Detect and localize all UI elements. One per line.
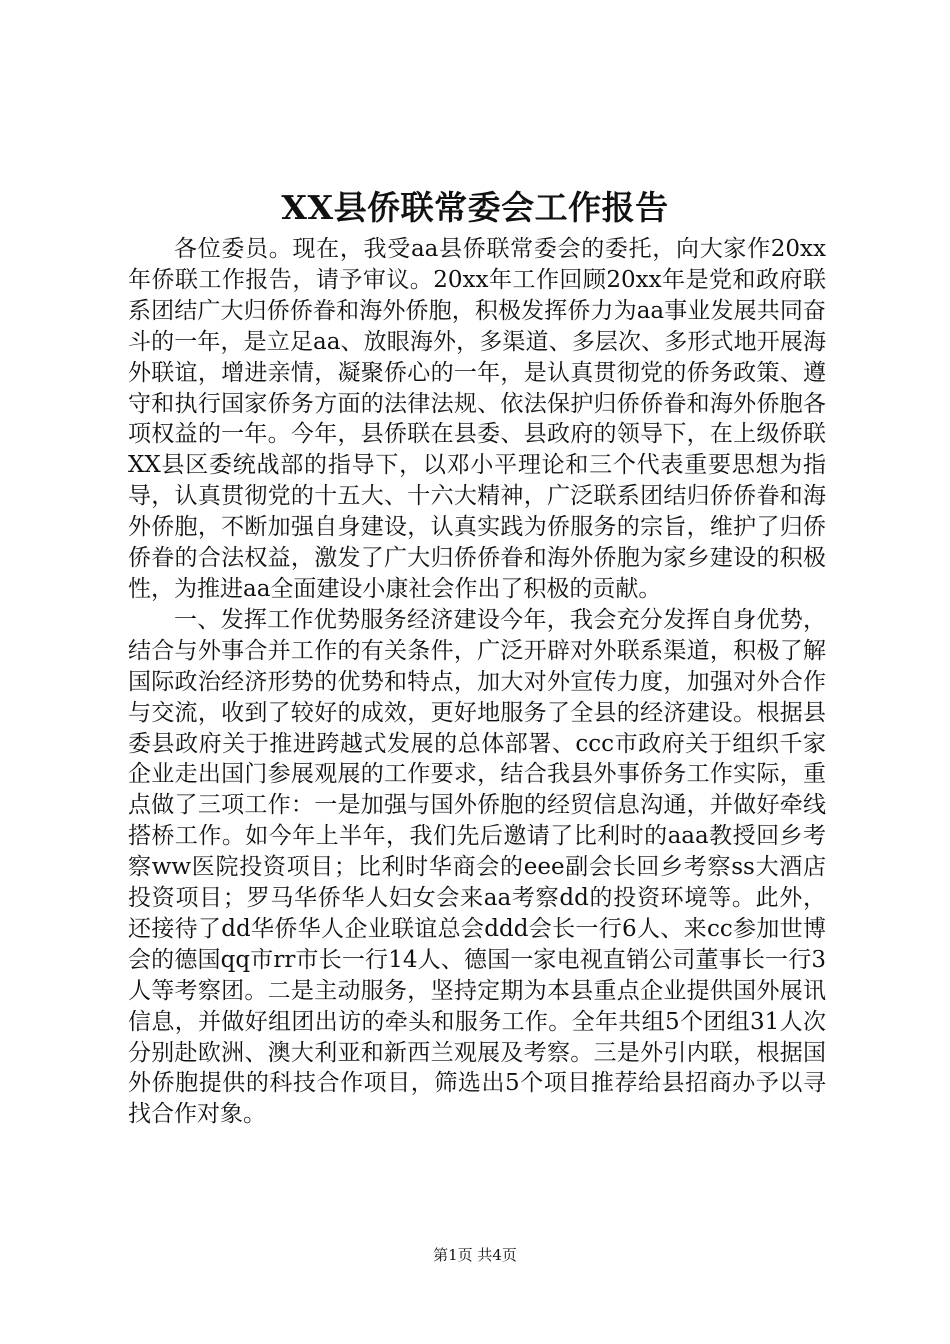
document-title: XX县侨联常委会工作报告 [281, 188, 669, 227]
paragraph-section-one: 一、发挥工作优势服务经济建设今年，我会充分发挥自身优势，结合与外事合并工作的有关条件，广泛开辟对外联系渠道，积极了解国际政治经济形势的优势和特点，加大对外宣传力度，加强对外合作与交流，收到了较好的成效，更好地服务了全县的经济建设。根据县委县政府关于推进跨越式发展的总体部署、ccc市政府关于组织千家企业走出国门参展观展的工作要求，结合我县外事侨务工作实际，重点做了三项工作：一是加强与国外侨胞的经贸信息沟通，并做好牵线搭桥工作。如今年上半年，我们先后邀请了比利时的aaa教授回乡考察ww医院投资项目；比利时华商会的eee副会长回乡考察ss大酒店投资项目；罗马华侨华人妇女会来aa考察dd的投资环境等。此外，还接待了dd华侨华人企业联谊总会ddd会长一行6人、来cc参加世博会的德国qq市rr市长一行14人、德国一家电视直销公司董事长一行3人等考察团。二是主动服务，坚持定期为本县重点企业提供国外展讯信息，并做好组团出访的牵头和服务工作。全年共组5个团组31人次分别赴欧洲、澳大利亚和新西兰观展及考察。三是外引内联，根据国外侨胞提供的科技合作项目，筛选出5个项目推荐给县招商办予以寻找合作对象。 [128, 606, 826, 1128]
document-body [128, 234, 826, 1130]
page-number-footer: 第1页 共4页 [433, 1246, 517, 1264]
paragraph-intro: 各位委员。现在，我受aa县侨联常委会的委托，向大家作20xx年侨联工作报告，请予审议。20xx年工作回顾20xx年是党和政府联系团结广大归侨侨眷和海外侨胞，积极发挥侨力为aa事业发展共同奋斗的一年，是立足aa、放眼海外，多渠道、多层次、多形式地开展海外联谊，增进亲情，凝聚侨心的一年，是认真贯彻党的侨务政策、遵守和执行国家侨务方面的法律法规、依法保护归侨侨眷和海外侨胞各项权益的一年。今年，县侨联在县委、县政府的领导下，在上级侨联XX县区委统战部的指导下，以邓小平理论和三个代表重要思想为指导，认真贯彻党的十五大、十六大精神，广泛联系团结归侨侨眷和海外侨胞，不断加强自身建设，认真实践为侨服务的宗旨，维护了归侨侨眷的合法权益，激发了广大归侨侨眷和海外侨胞为家乡建设的积极性，为推进aa全面建设小康社会作出了积极的贡献。 [128, 236, 826, 602]
